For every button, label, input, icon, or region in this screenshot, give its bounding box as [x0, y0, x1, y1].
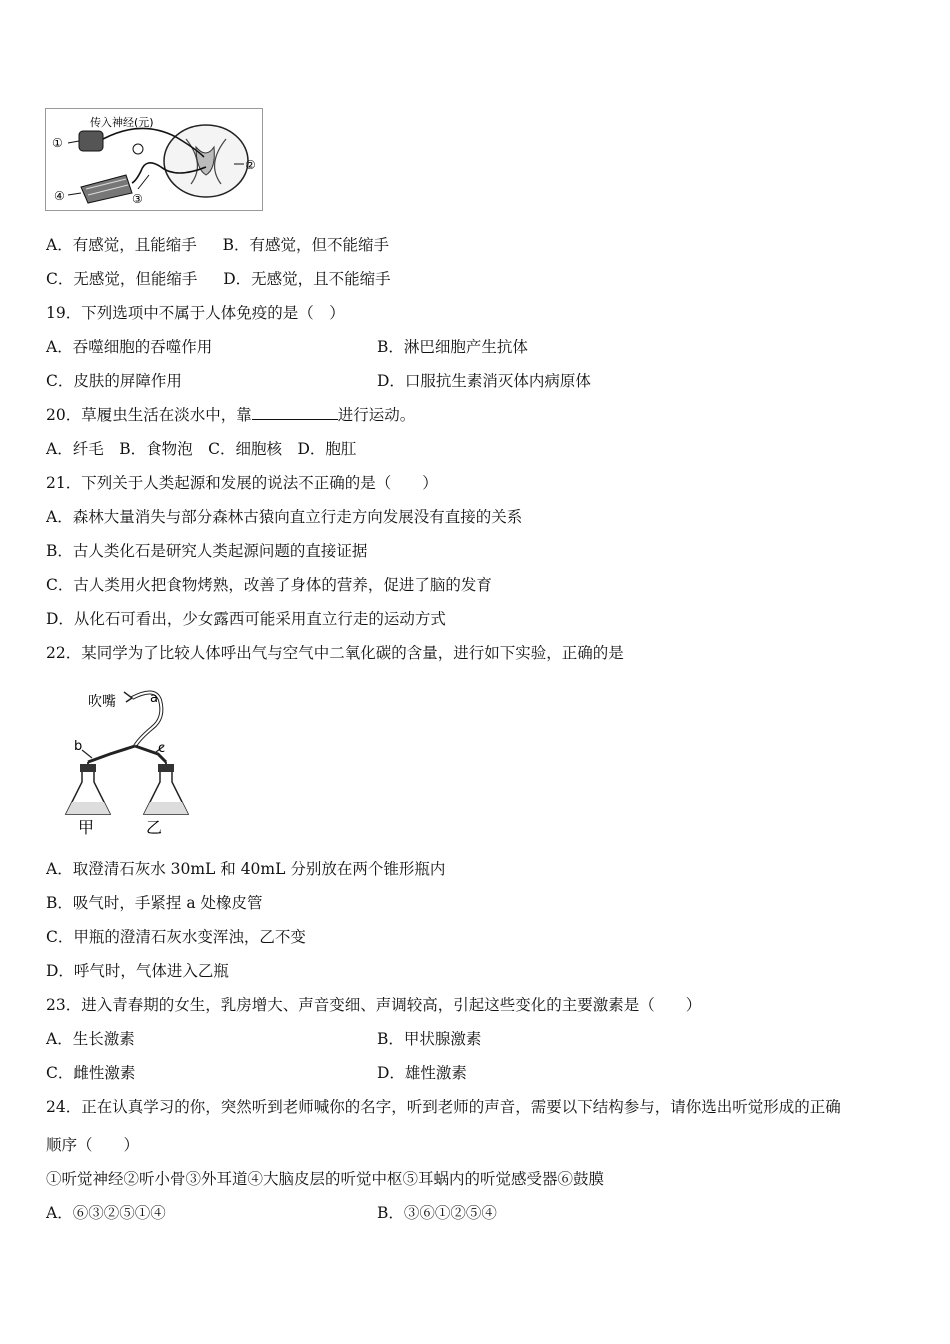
q23-stem: 23．进入青春期的女生，乳房增大、声音变细、声调较高，引起这些变化的主要激素是（ ） — [46, 996, 702, 1014]
q20-options: A．纤毛 B．食物泡 C．细胞核 D．胞肛 — [46, 440, 357, 458]
q23-option-c: C．雌性激素 — [46, 1064, 136, 1082]
flask-jia-label: 甲 — [78, 818, 95, 836]
q23-option-b: B．甲状腺激素 — [377, 1030, 482, 1048]
tube-c-label: c — [158, 741, 166, 756]
label-1: ① — [52, 136, 63, 150]
q24-option-b: B．③⑥①②⑤④ — [377, 1204, 497, 1222]
q22-option-a: A．取澄清石灰水 30mL 和 40mL 分别放在两个锥形瓶内 — [46, 860, 446, 878]
q18-option-c: C．无感觉，但能缩手 — [46, 270, 198, 288]
q21-option-d: D．从化石可看出，少女露西可能采用直立行走的运动方式 — [46, 610, 446, 628]
q22-option-b: B．吸气时，手紧捏 a 处橡皮管 — [46, 894, 263, 912]
tube-b-label: b — [74, 739, 83, 754]
q24-stem-line-2: 顺序（ ） — [46, 1136, 140, 1154]
q24-items: ①听觉神经②听小骨③外耳道④大脑皮层的听觉中枢⑤耳蜗内的听觉感受器⑥鼓膜 — [46, 1170, 605, 1188]
q18-option-b: B．有感觉，但不能缩手 — [222, 236, 389, 254]
label-2: ② — [245, 158, 256, 172]
q21-option-c: C．古人类用火把食物烤熟，改善了身体的营养，促进了脑的发育 — [46, 576, 492, 594]
q20-stem-after: 进行运动。 — [337, 406, 416, 424]
q18-options-row-2 — [46, 268, 391, 290]
label-3: ③ — [132, 192, 143, 206]
q18-options-row-1 — [46, 234, 389, 256]
q22-option-d: D．呼气时，气体进入乙瓶 — [46, 962, 229, 980]
q21-option-a: A．森林大量消失与部分森林古猿向直立行走方向发展没有直接的关系 — [46, 508, 523, 526]
q18-option-d: D．无感觉，且不能缩手 — [223, 270, 391, 288]
reflex-arc-figure — [45, 108, 263, 211]
reflex-arc-diagram — [46, 109, 262, 210]
q19-option-a: A．吞噬细胞的吞噬作用 — [46, 338, 213, 356]
q20-stem — [46, 404, 415, 426]
q19-option-d: D．口服抗生素消灭体内病原体 — [377, 372, 591, 390]
q22-stem: 22．某同学为了比较人体呼出气与空气中二氧化碳的含量，进行如下实验，正确的是 — [46, 644, 624, 662]
q20-blank — [252, 405, 338, 420]
q21-stem: 21．下列关于人类起源和发展的说法不正确的是（ ） — [46, 474, 438, 492]
co2-experiment-figure — [60, 684, 190, 836]
q24-option-a: A．⑥③②⑤①④ — [46, 1204, 166, 1222]
q20-stem-before: 20．草履虫生活在淡水中，靠 — [46, 406, 252, 424]
flask-yi-label: 乙 — [146, 818, 163, 836]
q23-option-a: A．生长激素 — [46, 1030, 135, 1048]
co2-apparatus-diagram — [60, 684, 190, 836]
afferent-nerve-label: 传入神经(元) — [90, 116, 154, 129]
q23-option-d: D．雄性激素 — [377, 1064, 467, 1082]
receptor-shape — [79, 131, 103, 151]
q24-stem-line-1: 24．正在认真学习的你，突然听到老师喊你的名字，听到老师的声音，需要以下结构参与，请你选出听觉形成的正确 — [46, 1098, 841, 1116]
label-4: ④ — [54, 189, 65, 203]
q18-option-a: A．有感觉，且能缩手 — [46, 236, 197, 254]
tube-a-label: a — [150, 691, 158, 706]
q19-option-c: C．皮肤的屏障作用 — [46, 372, 182, 390]
mouthpiece-label: 吹嘴 — [88, 694, 116, 710]
q22-option-c: C．甲瓶的澄清石灰水变浑浊，乙不变 — [46, 928, 306, 946]
q19-option-b: B．淋巴细胞产生抗体 — [377, 338, 528, 356]
q21-option-b: B．古人类化石是研究人类起源问题的直接证据 — [46, 542, 368, 560]
q19-stem: 19．下列选项中不属于人体免疫的是（ ） — [46, 304, 345, 322]
